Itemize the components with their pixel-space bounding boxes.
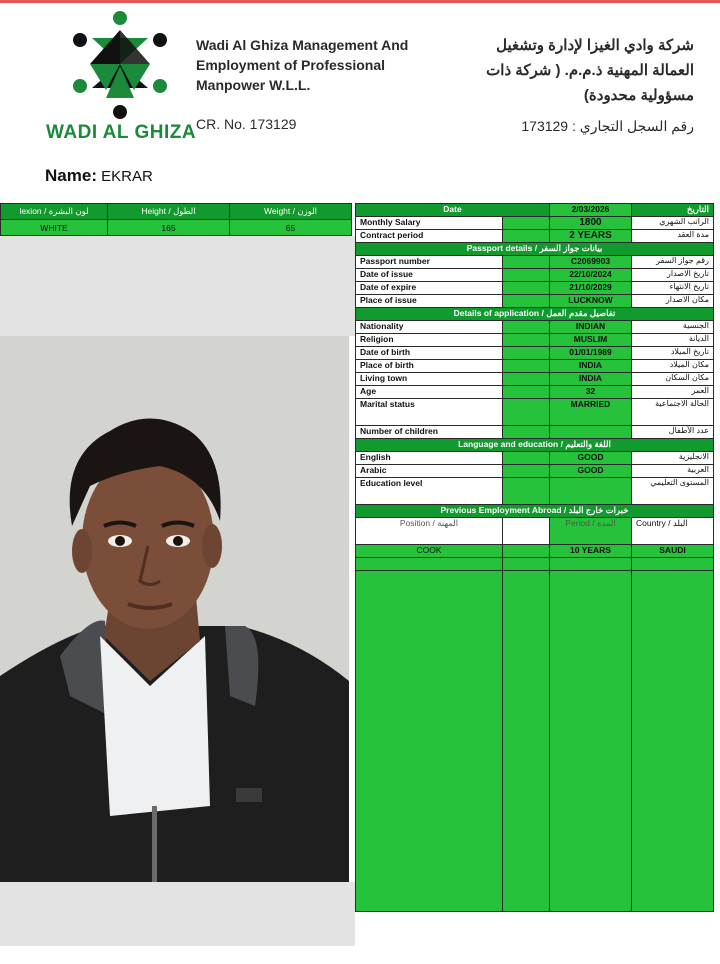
nationality-label: Nationality [356, 321, 503, 334]
nationality-value: INDIAN [550, 321, 632, 334]
date-label-ar: التاريخ [632, 204, 714, 217]
country-header: Country / البلد [632, 518, 714, 545]
date-value: 2/03/2026 [550, 204, 632, 217]
age-label-ar: العمر [632, 386, 714, 399]
job-period: 10 YEARS [550, 545, 632, 558]
weight-header: Weight / الوزن [230, 204, 352, 220]
physical-table [0, 203, 352, 236]
arabic-value: GOOD [550, 465, 632, 478]
empty-cell [550, 571, 632, 912]
photo-margin-top [0, 236, 355, 336]
salary-label: Monthly Salary [356, 217, 503, 230]
education-label: Education level [356, 478, 503, 505]
nationality-label-ar: الجنسية [632, 321, 714, 334]
company-name-arabic: شركة وادي الغيزا لإدارة وتشغيل العمالة المهنية ذ.م.م. ( شركة ذات مسؤولية محدودة) [486, 37, 694, 104]
cr-number-arabic: رقم السجل التجاري : 173129 [521, 118, 694, 134]
place-of-issue-label-ar: مكان الاصدار [632, 295, 714, 308]
living-town-label: Living town [356, 373, 503, 386]
religion-value: MUSLIM [550, 334, 632, 347]
passport-section-header: Passport details / بيانات جواز السفر [356, 243, 714, 256]
dob-label: Date of birth [356, 347, 503, 360]
name-label: Name [45, 166, 92, 185]
complexion-value: WHITE [1, 220, 108, 236]
education-label-ar: المستوى التعليمي [632, 478, 714, 505]
issue-date-label-ar: تاريخ الاصدار [632, 269, 714, 282]
education-value [550, 478, 632, 505]
empty-cell [632, 571, 714, 912]
english-value: GOOD [550, 452, 632, 465]
passport-number-label: Passport number [356, 256, 503, 269]
living-town-label-ar: مكان السكان [632, 373, 714, 386]
contract-label: Contract period [356, 230, 503, 243]
contract-value: 2 YEARS [550, 230, 632, 243]
position-header: Position / المهنة [356, 518, 503, 545]
living-town-value: INDIA [550, 373, 632, 386]
english-label-ar: الانجليزية [632, 452, 714, 465]
candidate-name-row: Name: EKRAR [45, 166, 153, 185]
age-label: Age [356, 386, 503, 399]
children-label: Number of children [356, 426, 503, 439]
photo-margin-bottom [0, 882, 355, 946]
empty-cell [356, 571, 503, 912]
children-label-ar: عدد الأطفال [632, 426, 714, 439]
marital-status-label: Marital status [356, 399, 503, 426]
details-table [355, 203, 714, 912]
salary-label-ar: الراتب الشهري [632, 217, 714, 230]
salary-value: 1800 [550, 217, 632, 230]
application-section-header: Details of application / تفاصيل مقدم العمل [356, 308, 714, 321]
top-border-line [0, 0, 720, 3]
age-value: 32 [550, 386, 632, 399]
expire-date-value: 21/10/2029 [550, 282, 632, 295]
dob-label-ar: تاريخ الميلاد [632, 347, 714, 360]
arabic-label: Arabic [356, 465, 503, 478]
expire-date-label: Date of expire [356, 282, 503, 295]
place-of-issue-label: Place of issue [356, 295, 503, 308]
arabic-label-ar: العربية [632, 465, 714, 478]
religion-label: Religion [356, 334, 503, 347]
pob-label-ar: مكان الميلاد [632, 360, 714, 373]
height-value: 165 [108, 220, 230, 236]
religion-label-ar: الديانة [632, 334, 714, 347]
place-of-issue-value: LUCKNOW [550, 295, 632, 308]
english-label: English [356, 452, 503, 465]
pob-label: Place of birth [356, 360, 503, 373]
candidate-photo [0, 336, 349, 882]
pob-value: INDIA [550, 360, 632, 373]
contract-label-ar: مدة العقد [632, 230, 714, 243]
company-name-english: Wadi Al Ghiza Management And Employment of Professional Manpower W.L.L. [196, 37, 409, 93]
candidate-name: EKRAR [101, 168, 153, 185]
weight-value: 65 [230, 220, 352, 236]
empty-cell [503, 571, 550, 912]
passport-number-value: C2069903 [550, 256, 632, 269]
passport-number-label-ar: رقم جواز السفر [632, 256, 714, 269]
date-label: Date [356, 204, 550, 217]
period-header: Period / المدة [550, 518, 632, 545]
job-country: SAUDI [632, 545, 714, 558]
issue-date-value: 22/10/2024 [550, 269, 632, 282]
marital-status-label-ar: الحالة الاجتماعية [632, 399, 714, 426]
children-value [550, 426, 632, 439]
language-section-header: Language and education / اللغة والتعليم [356, 439, 714, 452]
marital-status-value: MARRIED [550, 399, 632, 426]
complexion-header: lexion / لون البشرة [1, 204, 108, 220]
cr-number-english: CR. No. 173129 [196, 116, 297, 132]
logo-text: WADI AL GHIZA [46, 122, 197, 143]
dob-value: 01/01/1989 [550, 347, 632, 360]
issue-date-label: Date of issue [356, 269, 503, 282]
expire-date-label-ar: تاريخ الانتهاء [632, 282, 714, 295]
abroad-section-header: Previous Employment Abroad / خبرات خارج البلد [356, 505, 714, 518]
height-header: Height / الطول [108, 204, 230, 220]
job-position: COOK [356, 545, 503, 558]
